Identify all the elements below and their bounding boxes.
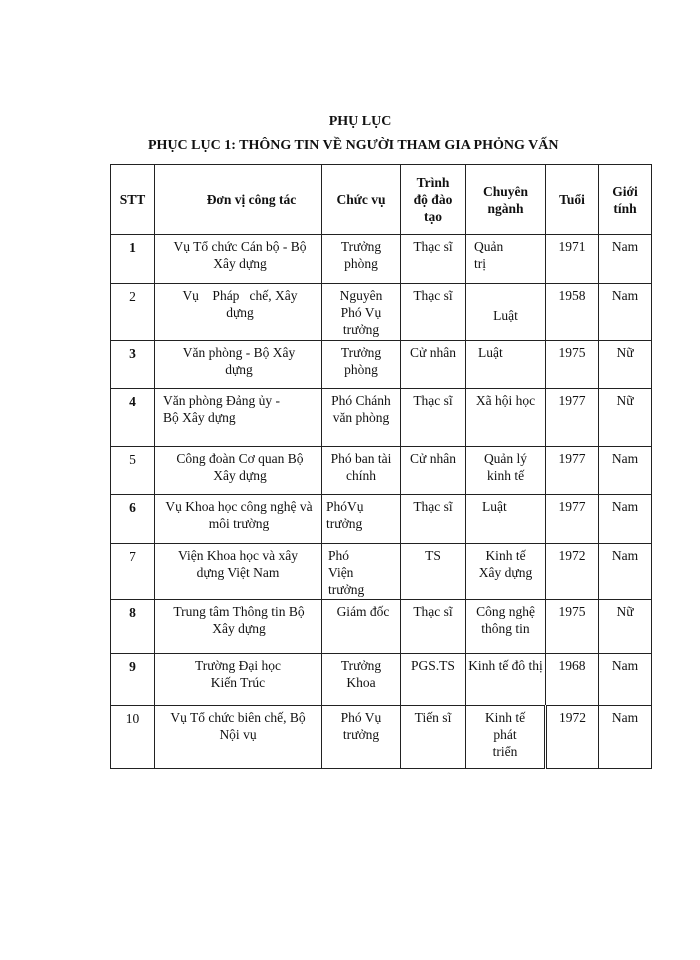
- cell-don-vi: Trường Đại học Kiến Trúc: [155, 654, 322, 706]
- cell-trinh-do: Thạc sĩ: [401, 495, 466, 544]
- cell-stt: 4: [111, 389, 155, 447]
- cell-gioi-tinh: Nam: [599, 284, 652, 341]
- table-row: [111, 706, 652, 769]
- cell-gioi-tinh: Nữ: [599, 341, 652, 389]
- cell-chuc-vu: Giám đốc: [322, 600, 401, 654]
- cell-gioi-tinh: Nam: [599, 706, 652, 769]
- cell-stt: 9: [111, 654, 155, 706]
- header-tuoi: Tuổi: [546, 165, 599, 235]
- cell-chuyen-nganh: Luật: [466, 284, 546, 341]
- document-subheading: PHỤC LỤC 1: THÔNG TIN VỀ NGƯỜI THAM GIA PHỎNG VẤN: [148, 138, 559, 153]
- cell-tuoi: 1971: [546, 235, 599, 284]
- cell-chuyen-nganh: Quản trị: [466, 235, 546, 284]
- header-chuc-vu: Chức vụ: [322, 165, 401, 235]
- cell-chuc-vu: Phó Viện trưởng: [322, 544, 401, 600]
- interviewee-table: [110, 164, 652, 769]
- cell-tuoi: 1977: [546, 389, 599, 447]
- cell-stt: 10: [111, 706, 155, 769]
- cell-trinh-do: Cử nhân: [401, 447, 466, 495]
- cell-don-vi: Vụ Tổ chức biên chế, Bộ Nội vụ: [155, 706, 322, 769]
- cell-stt: 3: [111, 341, 155, 389]
- table-row: [111, 654, 652, 706]
- cell-trinh-do: PGS.TS: [401, 654, 466, 706]
- cell-trinh-do: Thạc sĩ: [401, 389, 466, 447]
- cell-don-vi: Vụ Tổ chức Cán bộ - Bộ Xây dựng: [155, 235, 322, 284]
- cell-chuyen-nganh: Luật: [466, 341, 546, 389]
- cell-tuoi: 1975: [546, 600, 599, 654]
- cell-gioi-tinh: Nam: [599, 654, 652, 706]
- table-row: [111, 284, 652, 341]
- table-row: [111, 544, 652, 600]
- cell-chuyen-nganh: Kinh tế Xây dựng: [466, 544, 546, 600]
- cell-don-vi: Văn phòng Đảng ủy - Bộ Xây dựng: [155, 389, 322, 447]
- cell-chuc-vu: Trưởng Khoa: [322, 654, 401, 706]
- cell-chuyen-nganh: Luật: [466, 495, 546, 544]
- cell-stt: 1: [111, 235, 155, 284]
- cell-gioi-tinh: Nam: [599, 495, 652, 544]
- cell-gioi-tinh: Nữ: [599, 389, 652, 447]
- cell-tuoi: 1975: [546, 341, 599, 389]
- cell-chuc-vu: PhóVụ trưởng: [322, 495, 401, 544]
- table-row: [111, 600, 652, 654]
- cell-trinh-do: Cử nhân: [401, 341, 466, 389]
- table-row: [111, 389, 652, 447]
- header-stt: STT: [111, 165, 155, 235]
- cell-chuyen-nganh: Quản lý kinh tế: [466, 447, 546, 495]
- header-gioi-tinh: Giới tính: [599, 165, 652, 235]
- cell-don-vi: Vụ Khoa học công nghệ và môi trường: [155, 495, 322, 544]
- document-heading: PHỤ LỤC: [328, 114, 392, 129]
- cell-tuoi: 1972: [546, 706, 599, 769]
- cell-tuoi: 1958: [546, 284, 599, 341]
- cell-chuyen-nganh: Kinh tế đô thị: [466, 654, 546, 706]
- table-row: [111, 495, 652, 544]
- cell-chuc-vu: Phó Vụ trưởng: [322, 706, 401, 769]
- cell-stt: 5: [111, 447, 155, 495]
- cell-tuoi: 1977: [546, 495, 599, 544]
- cell-trinh-do: Thạc sĩ: [401, 600, 466, 654]
- cell-tuoi: 1977: [546, 447, 599, 495]
- cell-gioi-tinh: Nam: [599, 447, 652, 495]
- table-row: [111, 341, 652, 389]
- cell-stt: 2: [111, 284, 155, 341]
- cell-stt: 8: [111, 600, 155, 654]
- cell-chuyen-nganh: Kinh tế phát triển: [466, 706, 546, 769]
- cell-chuc-vu: Trưởng phòng: [322, 235, 401, 284]
- cell-tuoi: 1968: [546, 654, 599, 706]
- cell-don-vi: Viện Khoa học và xây dựng Việt Nam: [155, 544, 322, 600]
- cell-chuyen-nganh: Xã hội học: [466, 389, 546, 447]
- cell-tuoi: 1972: [546, 544, 599, 600]
- cell-gioi-tinh: Nam: [599, 235, 652, 284]
- header-trinh-do: Trình độ đào tạo: [401, 165, 466, 235]
- cell-gioi-tinh: Nữ: [599, 600, 652, 654]
- table-header-row: [111, 165, 652, 235]
- header-chuyen-nganh: Chuyên ngành: [466, 165, 546, 235]
- cell-trinh-do: Thạc sĩ: [401, 284, 466, 341]
- cell-stt: 6: [111, 495, 155, 544]
- cell-stt: 7: [111, 544, 155, 600]
- cell-don-vi: Vụ Pháp chế, Xây dựng: [155, 284, 322, 341]
- cell-gioi-tinh: Nam: [599, 544, 652, 600]
- cell-don-vi: Trung tâm Thông tin Bộ Xây dựng: [155, 600, 322, 654]
- cell-chuc-vu: Phó Chánh văn phòng: [322, 389, 401, 447]
- header-don-vi: Đơn vị công tác: [155, 165, 322, 235]
- cell-don-vi: Công đoàn Cơ quan Bộ Xây dựng: [155, 447, 322, 495]
- table-row: [111, 235, 652, 284]
- cell-chuc-vu: Phó ban tài chính: [322, 447, 401, 495]
- cell-don-vi: Văn phòng - Bộ Xây dựng: [155, 341, 322, 389]
- cell-chuyen-nganh: Công nghệ thông tin: [466, 600, 546, 654]
- table-row: [111, 447, 652, 495]
- cell-chuc-vu: Trưởng phòng: [322, 341, 401, 389]
- cell-trinh-do: Tiến sĩ: [401, 706, 466, 769]
- cell-trinh-do: Thạc sĩ: [401, 235, 466, 284]
- cell-trinh-do: TS: [401, 544, 466, 600]
- cell-chuc-vu: Nguyên Phó Vụ trưởng: [322, 284, 401, 341]
